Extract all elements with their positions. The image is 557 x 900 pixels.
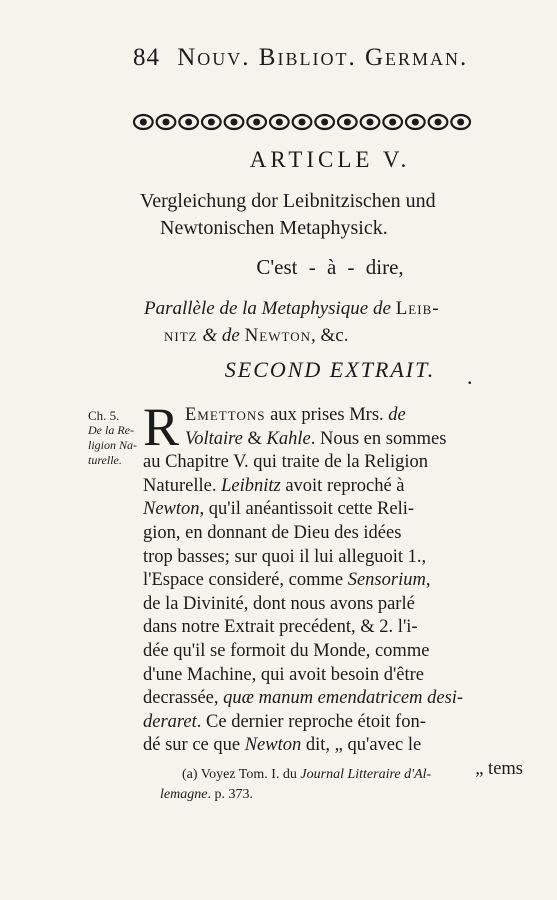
body-italic-text: deraret (143, 711, 197, 732)
body-italic-text: Kahle (266, 428, 311, 449)
margin-note-line: Ch. 5. (88, 408, 120, 423)
ornament-dot (232, 120, 237, 125)
ornament-dot (164, 120, 169, 125)
running-head (133, 44, 473, 78)
body-text-segment: de la Divinité, dont nous avons parlé (143, 593, 415, 614)
body-text-segment: avoit reproché à (280, 475, 405, 496)
french-title-line (144, 295, 514, 322)
body-text-segment: dé sur ce que (143, 735, 245, 756)
catchword: „ tems (475, 758, 523, 779)
german-title-line: Vergleichung dor Leibnitzischen und (140, 190, 436, 212)
german-title-line: Newtonischen Metaphysick. (160, 217, 388, 239)
stray-mark: . (467, 364, 473, 389)
body-text-segment: gion, en donnant de Dieu des idées (143, 522, 402, 543)
french-title (144, 295, 514, 349)
body-line (143, 498, 523, 522)
second-extrait-heading: SECOND EXTRAIT. (224, 357, 436, 382)
body-line (143, 522, 523, 546)
ornament-dot (186, 120, 191, 125)
french-title-rest: , &c. (311, 325, 349, 346)
body-italic-text: Newton (244, 735, 302, 756)
body-italic-text: quæ manum emendatricem desi- (223, 688, 464, 709)
ornament-dot (390, 120, 395, 125)
footnote-page: . p. 373. (207, 787, 253, 802)
body-text-segment: dans notre Extrait precédent, & 2. l'i- (143, 617, 418, 638)
footnote (160, 765, 520, 805)
body-text-segment: trop basses; sur quoi il lui alleguoit 1., (143, 546, 427, 567)
french-title-italic: Parallèle de la Metaphysique de (144, 298, 391, 319)
ornament-dot (141, 120, 146, 125)
french-title-line (144, 322, 514, 349)
ornament-dot (436, 120, 441, 125)
footnote-journal: Journal Litteraire d'Al- (300, 767, 432, 782)
footnote-line (160, 785, 520, 805)
margin-note (88, 408, 142, 468)
ornament-dot (322, 120, 327, 125)
body-text-segment: Naturelle. (143, 475, 222, 496)
body-text-segment: dit, „ qu'avec le (301, 735, 422, 756)
body-text-segment: aux prises Mrs. (265, 405, 389, 425)
french-title-italic: & de (202, 325, 240, 346)
body-text-segment: l'Espace consideré, comme (143, 570, 348, 591)
ornament-dot (277, 120, 282, 125)
ornament-dot (345, 120, 350, 125)
body-line (143, 616, 523, 640)
footnote-prefix: (a) Voyez Tom. I. du (182, 767, 297, 782)
body-line (143, 734, 523, 758)
body-text-segment: dée qu'il se formoit du Monde, comme (143, 640, 430, 661)
cest-a-dire: C'est - à - dire, (256, 255, 404, 279)
french-title-caps: Leib- (395, 298, 440, 319)
body-italic-text: Leibnitz (221, 475, 281, 496)
ornament-dot (254, 120, 259, 125)
ornament-dot (458, 120, 463, 125)
body-line (143, 546, 523, 570)
body-line (143, 593, 523, 617)
ornament-dot (209, 120, 214, 125)
article-heading: ARTICLE V. (249, 147, 411, 172)
body-line (143, 711, 523, 735)
margin-note-line: ligion Na- (88, 438, 138, 452)
body-text-segment: , (425, 570, 431, 591)
body-italic-text: Sensorium (347, 570, 426, 591)
body-italic-text: de (388, 405, 406, 425)
body-line (143, 451, 523, 475)
body-line (143, 687, 523, 711)
body-line (143, 640, 523, 664)
body-text-segment: . Nous en sommes (310, 428, 447, 449)
drop-capital: R (143, 397, 180, 457)
body-line (143, 428, 523, 452)
ornament-dot (413, 120, 418, 125)
body-text-segment: , qu'il anéantissoit cette Reli- (199, 499, 415, 520)
body-text-segment: decrassée, (143, 688, 224, 709)
ornament-dot (368, 120, 373, 125)
page-number: 84 (133, 44, 160, 71)
body-line (143, 569, 523, 593)
footnote-journal: lemagne (160, 787, 208, 802)
body-paragraph (143, 404, 523, 782)
french-title-caps: Newton (244, 325, 311, 346)
body-italic-text: Voltaire (185, 428, 243, 449)
body-text-segment: Emettons (185, 405, 266, 425)
margin-note-line: turelle. (88, 453, 122, 467)
ornament-dot (300, 120, 305, 125)
ornamental-border (132, 111, 472, 133)
body-line (143, 475, 523, 499)
body-italic-text: Newton (143, 499, 200, 520)
body-text-segment: d'une Machine, qui avoit besoin d'être (143, 664, 425, 685)
body-line (143, 664, 523, 688)
running-title: Nouv. Bibliot. German. (177, 44, 469, 71)
footnote-line (160, 765, 520, 785)
margin-note-line: De la Re- (88, 423, 134, 437)
german-title (140, 188, 510, 242)
body-text-segment: & (242, 428, 267, 449)
body-line (143, 404, 523, 428)
body-text-segment: au Chapitre V. qui traite de la Religion (143, 452, 428, 473)
body-text-segment: . Ce dernier reproche étoit fon- (196, 711, 426, 732)
french-title-caps: nitz (164, 325, 198, 346)
